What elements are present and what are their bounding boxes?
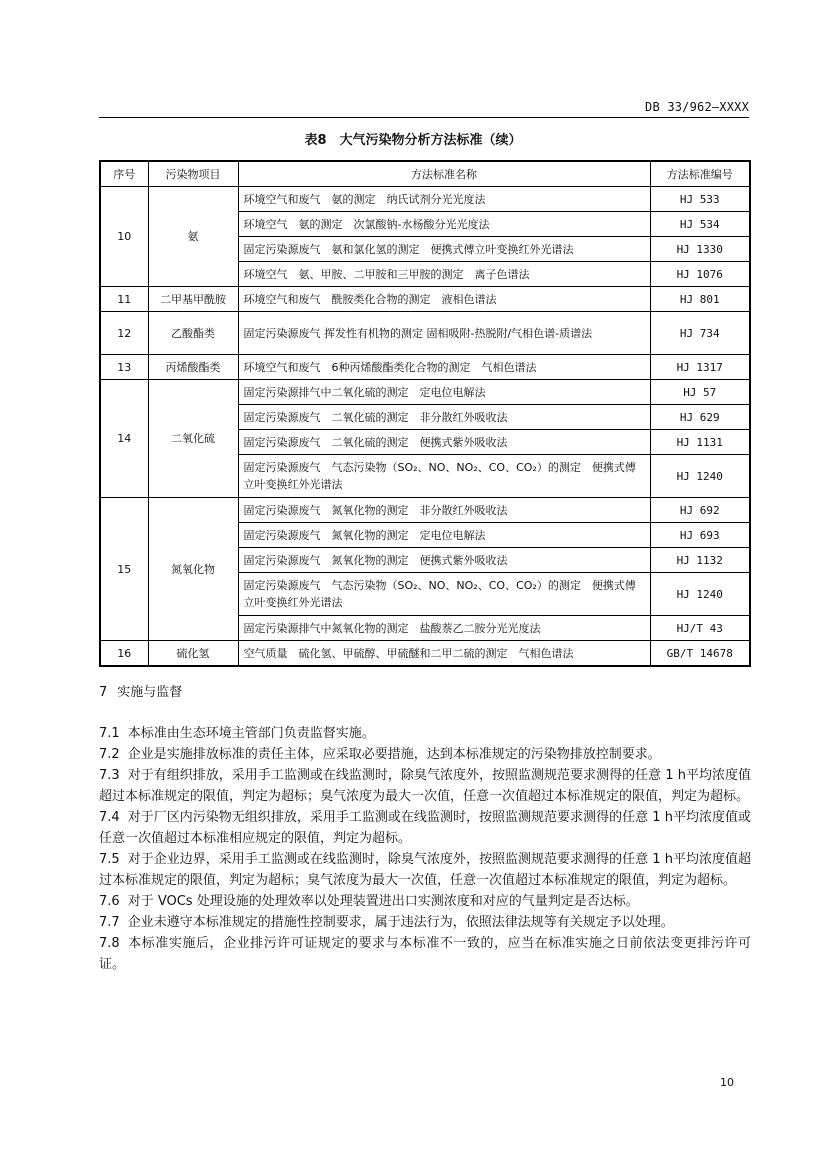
cell-method: 固定污染源废气 二氧化硫的测定 非分散红外吸收法	[238, 405, 650, 430]
section-number: 7	[99, 685, 108, 700]
table-row	[100, 287, 750, 312]
clause-text: 对于企业边界，采用手工监测或在线监测时，除臭气浓度外，按照监测规范要求测得的任意 1 h平均浓度值超过本标准规定的限值，判定为超标；臭气浓度为最大一次值，任意一次值超过本标准规定的限值，判定为超标。	[99, 852, 751, 888]
cell-code: HJ 1076	[650, 262, 750, 287]
cell-code: HJ 533	[650, 187, 750, 212]
cell-method: 固定污染源废气 挥发性有机物的测定 固相吸附-热脱附/气相色谱-质谱法	[238, 312, 650, 355]
cell-code: HJ/T 43	[650, 616, 750, 641]
clause-number: 7.5	[99, 852, 120, 867]
section-heading	[99, 681, 192, 700]
clause-paragraph	[99, 723, 751, 744]
header-no: 序号	[100, 161, 148, 187]
table-row	[100, 355, 750, 380]
clauses	[99, 723, 751, 975]
cell-no: 10	[100, 187, 148, 287]
cell-pollutant: 氨	[148, 187, 238, 287]
cell-no: 11	[100, 287, 148, 312]
document-id: DB 33/962—XXXX	[645, 100, 749, 114]
clause-text: 企业是实施排放标准的责任主体，应采取必要措施，达到本标准规定的污染物排放控制要求。	[127, 747, 661, 762]
cell-method: 环境空气 氨的测定 次氯酸钠-水杨酸分光光度法	[238, 212, 650, 237]
cell-method: 空气质量 硫化氢、甲硫醇、甲硫醚和二甲二硫的测定 气相色谱法	[238, 641, 650, 667]
cell-code: HJ 1132	[650, 548, 750, 573]
table-body	[100, 187, 750, 667]
clause-number: 7.6	[99, 894, 120, 909]
cell-code: HJ 629	[650, 405, 750, 430]
header-item: 污染物项目	[148, 161, 238, 187]
clause-paragraph	[99, 912, 751, 933]
cell-code: HJ 1317	[650, 355, 750, 380]
cell-code: HJ 734	[650, 312, 750, 355]
cell-code: HJ 801	[650, 287, 750, 312]
cell-code: HJ 1240	[650, 455, 750, 498]
section-title: 实施与监督	[117, 685, 183, 700]
cell-pollutant: 硫化氢	[148, 641, 238, 667]
cell-pollutant: 二氧化硫	[148, 380, 238, 498]
method-standards-table	[99, 160, 751, 667]
cell-no: 14	[100, 380, 148, 498]
cell-code: GB/T 14678	[650, 641, 750, 667]
cell-code: HJ 693	[650, 523, 750, 548]
cell-code: HJ 57	[650, 380, 750, 405]
clause-text: 对于厂区内污染物无组织排放，采用手工监测或在线监测时，按照监测规范要求测得的任意 1 h平均浓度值或任意一次值超过本标准相应规定的限值，判定为超标。	[99, 810, 751, 846]
page-number: 10	[720, 1076, 734, 1089]
cell-method: 固定污染源废气 气态污染物（SO₂、NO、NO₂、CO、CO₂）的测定 便携式傅立叶变换红外光谱法	[238, 573, 650, 616]
table-caption: 表8 大气污染物分析方法标准（续）	[304, 133, 522, 148]
table-row	[100, 380, 750, 405]
clause-paragraph	[99, 765, 751, 807]
cell-no: 16	[100, 641, 148, 667]
cell-method: 固定污染源废气 氨和氯化氢的测定 便携式傅立叶变换红外光谱法	[238, 237, 650, 262]
clause-paragraph	[99, 807, 751, 849]
table-row	[100, 312, 750, 355]
header-method: 方法标准名称	[238, 161, 650, 187]
cell-no: 12	[100, 312, 148, 355]
cell-no: 15	[100, 498, 148, 641]
clause-number: 7.4	[99, 810, 120, 825]
cell-pollutant: 二甲基甲酰胺	[148, 287, 238, 312]
header-code: 方法标准编号	[650, 161, 750, 187]
clause-text: 本标准实施后，企业排污许可证规定的要求与本标准不一致的，应当在标准实施之日前依法变更排污许可证。	[99, 936, 751, 972]
cell-method: 环境空气和废气 6种丙烯酸酯类化合物的测定 气相色谱法	[238, 355, 650, 380]
cell-code: HJ 1240	[650, 573, 750, 616]
clause-number: 7.1	[99, 726, 120, 741]
cell-pollutant: 乙酸酯类	[148, 312, 238, 355]
cell-method: 固定污染源排气中氮氧化物的测定 盐酸萘乙二胺分光光度法	[238, 616, 650, 641]
clause-text: 对于 VOCs 处理设施的处理效率以处理装置进出口实测浓度和对应的气量判定是否达标。	[127, 894, 639, 909]
cell-code: HJ 1131	[650, 430, 750, 455]
clause-text: 对于有组织排放，采用手工监测或在线监测时，除臭气浓度外，按照监测规范要求测得的任意 1 h平均浓度值超过本标准规定的限值，判定为超标；臭气浓度为最大一次值，任意一次值超过本标准规定的限值，判定为超标。	[99, 768, 751, 804]
table-row	[100, 498, 750, 523]
clause-number: 7.3	[99, 768, 120, 783]
cell-no: 13	[100, 355, 148, 380]
cell-pollutant: 丙烯酸酯类	[148, 355, 238, 380]
cell-code: HJ 1330	[650, 237, 750, 262]
table-row	[100, 641, 750, 667]
cell-code: HJ 534	[650, 212, 750, 237]
clause-text: 企业未遵守本标准规定的措施性控制要求，属于违法行为，依照法律法规等有关规定予以处理。	[127, 915, 674, 930]
cell-pollutant: 氮氧化物	[148, 498, 238, 641]
clause-paragraph	[99, 849, 751, 891]
clause-paragraph	[99, 891, 751, 912]
cell-code: HJ 692	[650, 498, 750, 523]
clause-paragraph	[99, 744, 751, 765]
cell-method: 固定污染源排气中二氧化硫的测定 定电位电解法	[238, 380, 650, 405]
header-rule	[99, 117, 749, 118]
clause-paragraph	[99, 933, 751, 975]
cell-method: 固定污染源废气 氮氧化物的测定 便携式紫外吸收法	[238, 548, 650, 573]
table-row	[100, 187, 750, 212]
cell-method: 固定污染源废气 氮氧化物的测定 非分散红外吸收法	[238, 498, 650, 523]
cell-method: 环境空气和废气 酰胺类化合物的测定 液相色谱法	[238, 287, 650, 312]
cell-method: 固定污染源废气 二氧化硫的测定 便携式紫外吸收法	[238, 430, 650, 455]
cell-method: 环境空气 氨、甲胺、二甲胺和三甲胺的测定 离子色谱法	[238, 262, 650, 287]
cell-method: 固定污染源废气 气态污染物（SO₂、NO、NO₂、CO、CO₂）的测定 便携式傅立叶变换红外光谱法	[238, 455, 650, 498]
cell-method: 环境空气和废气 氨的测定 纳氏试剂分光光度法	[238, 187, 650, 212]
clause-text: 本标准由生态环境主管部门负责监督实施。	[127, 726, 375, 741]
table-header-row	[100, 161, 750, 187]
clause-number: 7.7	[99, 915, 120, 930]
clause-number: 7.8	[99, 936, 120, 951]
cell-method: 固定污染源废气 氮氧化物的测定 定电位电解法	[238, 523, 650, 548]
clause-number: 7.2	[99, 747, 120, 762]
